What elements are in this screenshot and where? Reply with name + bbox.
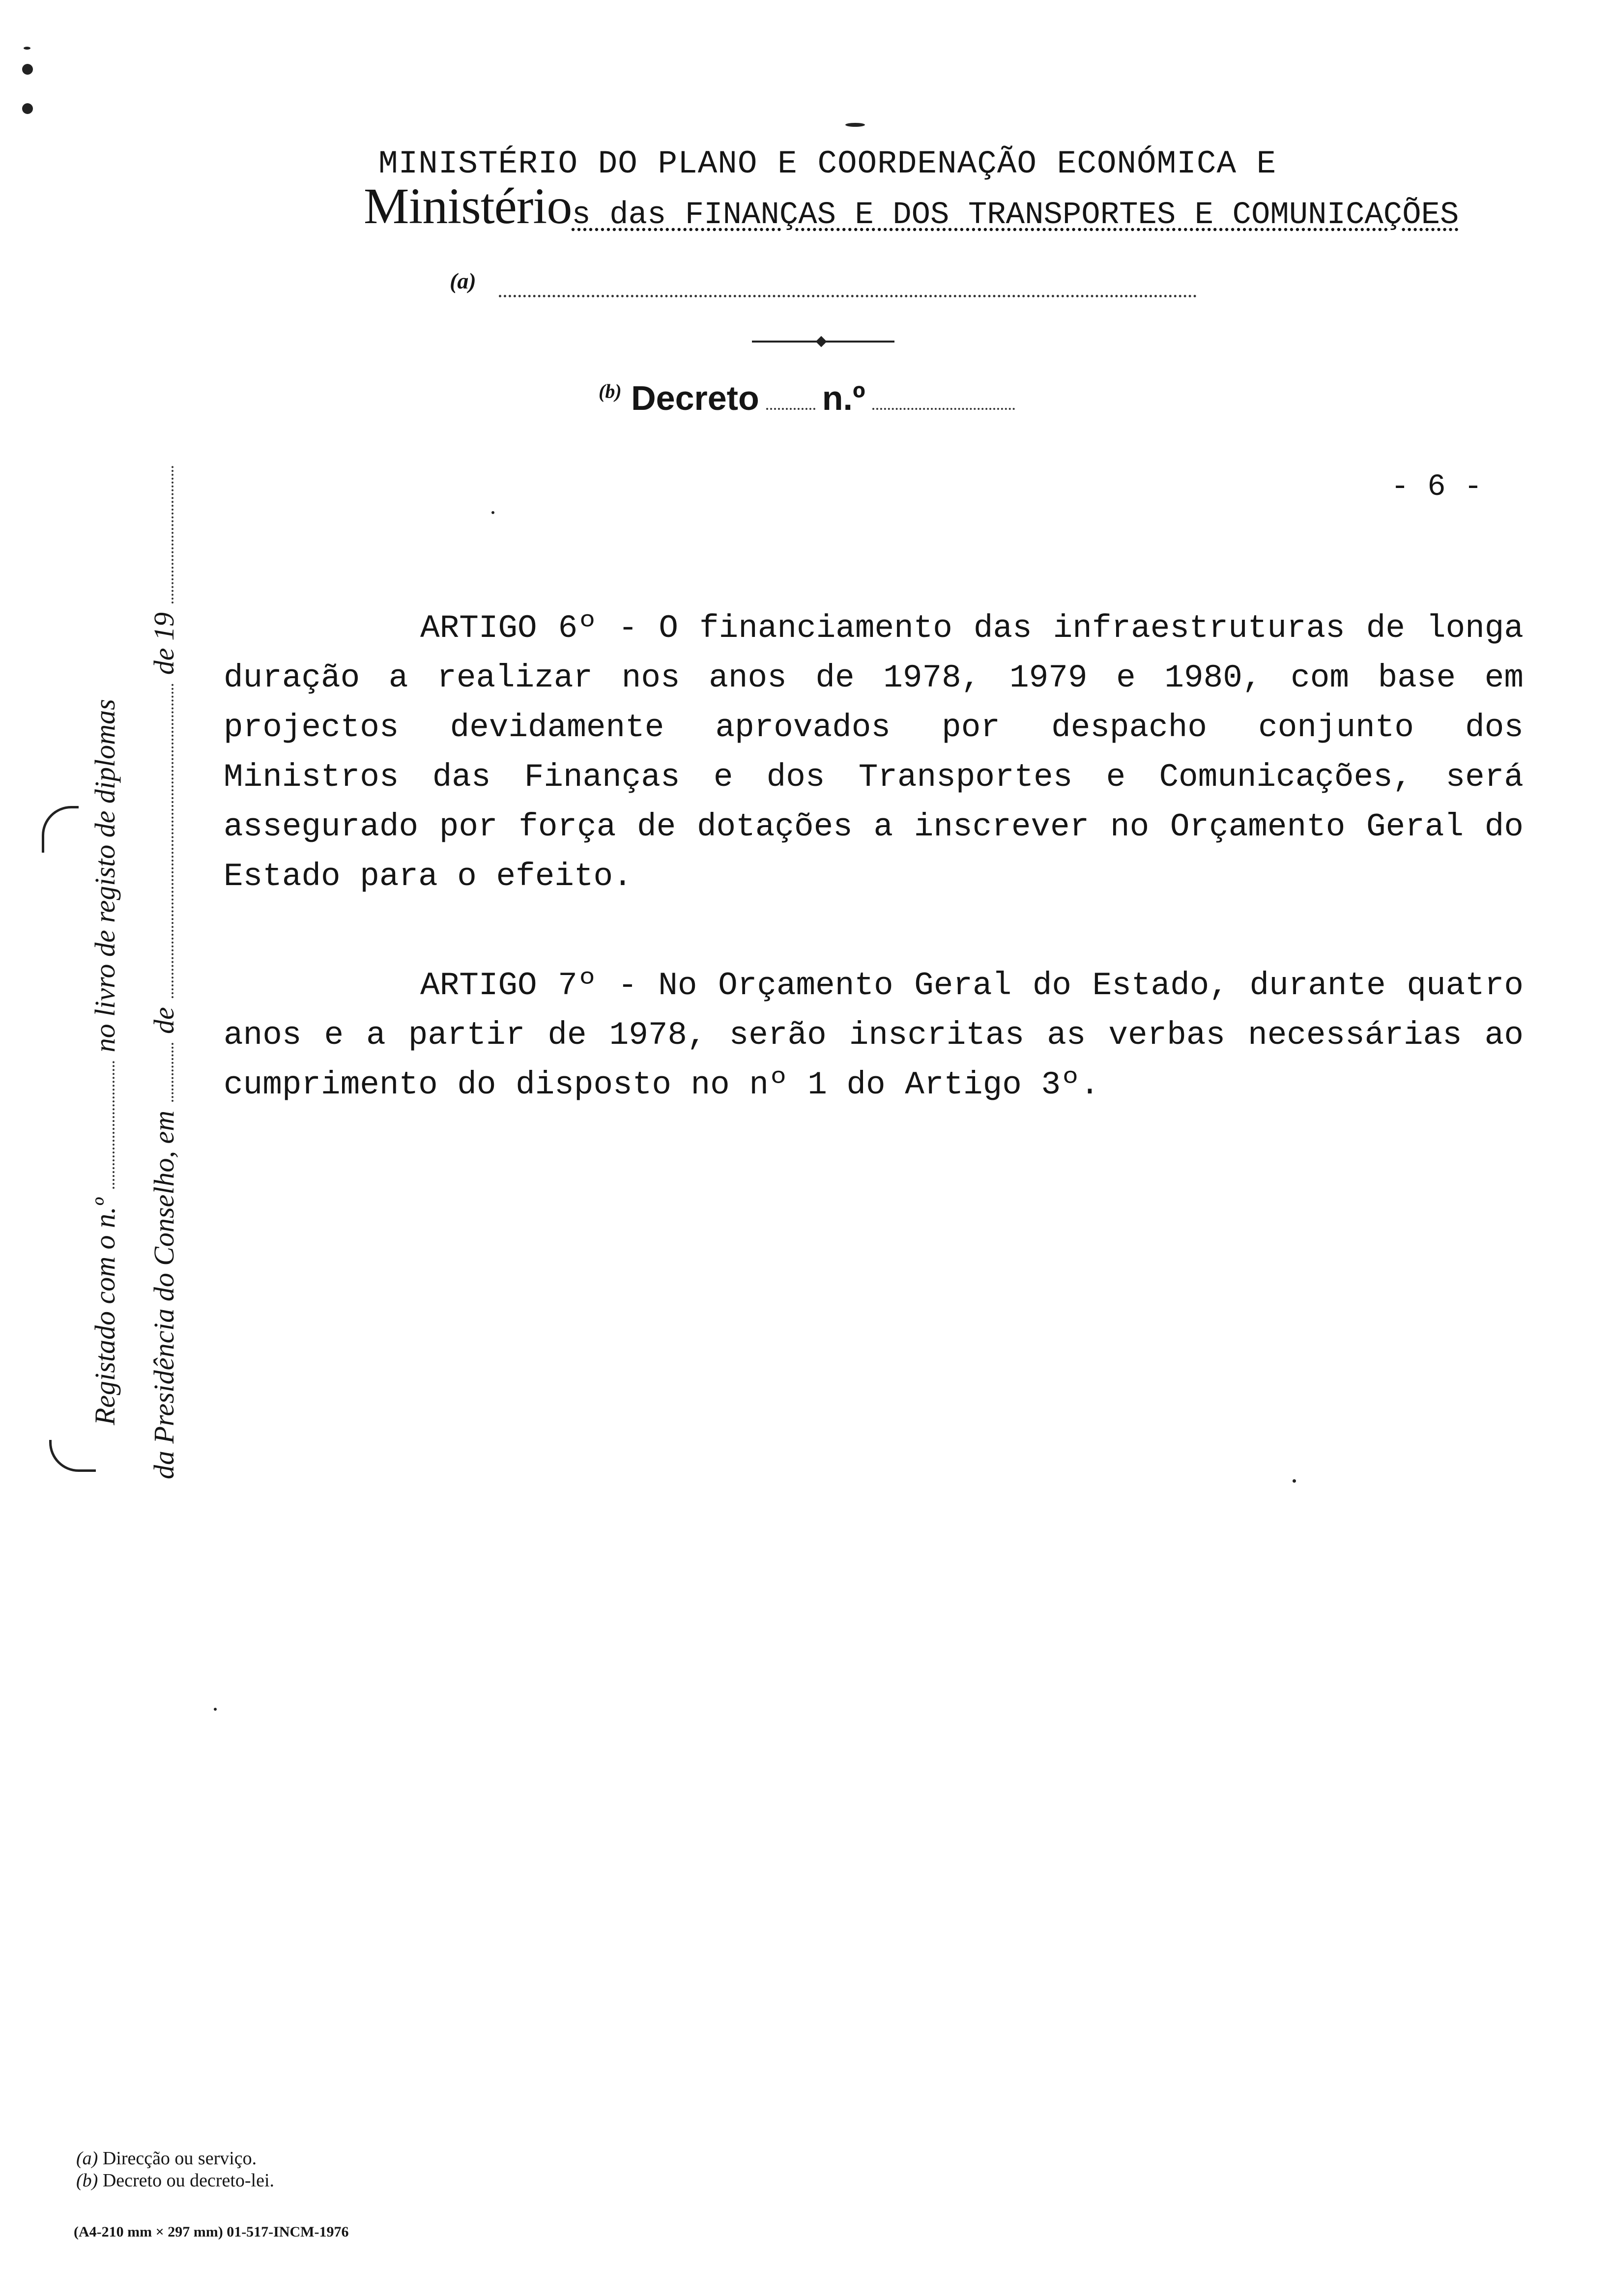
divider-diamond-icon <box>816 336 827 347</box>
scan-speck <box>214 1708 217 1711</box>
article-7: ARTIGO 7º - No Orçamento Geral do Estado, durante quatro anos e a partir de 1978, serão inscritas as verbas necessárias ao cumprimento do disposto no nº 1 do Artigo 3º. <box>224 967 1524 1103</box>
decreto-line <box>599 378 1015 418</box>
scan-speck <box>845 123 865 127</box>
decreto-number-blank <box>872 408 1015 410</box>
margin-registration-line-2 <box>147 457 180 1479</box>
margin-bracket-bottom <box>49 1440 96 1472</box>
scan-speck <box>1293 1479 1296 1483</box>
footnote-a <box>76 2148 257 2169</box>
margin-registration-line-1 <box>88 699 121 1425</box>
margin-line1-b: no livro de registo de diplomas <box>89 699 121 1053</box>
ministry-line-2-rest: s das FINANÇAS E DOS TRANSPORTES E COMUNICAÇÕES <box>572 198 1459 233</box>
decreto-mark: (b) <box>599 380 622 402</box>
scan-speck <box>22 103 33 114</box>
margin-blank <box>172 1043 173 1102</box>
margin-line2-a: da Presidência do Conselho, em <box>148 1110 180 1479</box>
margin-line2-b: de <box>148 1007 180 1034</box>
margin-bracket-top <box>42 806 79 853</box>
scan-speck <box>491 511 494 514</box>
field-a-label: (a) <box>450 268 476 293</box>
margin-blank <box>172 684 173 998</box>
ministry-script-word: Ministério <box>364 178 572 234</box>
decreto-blank <box>766 408 815 410</box>
footnote-a-text: Direcção ou serviço. <box>102 2148 257 2169</box>
margin-blank <box>113 1061 115 1189</box>
ministry-line-1: MINISTÉRIO DO PLANO E COORDENAÇÃO ECONÓMICA E <box>378 145 1277 182</box>
scan-speck <box>22 64 33 75</box>
margin-line2-c: de 19 <box>148 612 180 675</box>
footnote-a-mark: (a) <box>76 2148 98 2169</box>
footnote-b-mark: (b) <box>76 2170 98 2191</box>
field-a-blank <box>499 295 1197 297</box>
margin-line1-a: Registado com o n.º <box>89 1198 121 1425</box>
footnote-b <box>76 2170 274 2191</box>
print-code: (A4-210 mm × 297 mm) 01-517-INCM-1976 <box>74 2224 349 2240</box>
decreto-number-label: n.º <box>822 379 865 417</box>
article-6: ARTIGO 6º - O financiamento das infraestruturas de longa duração a realizar nos anos de 1978, 1979 e 1980, com base em projectos devidamente aprovados por despacho conjunto dos Ministros das Finanças e dos Transportes e Comunicações, será assegurado por força de dotações a inscrever no Orçamento Geral do Estado para o efeito. <box>224 610 1524 895</box>
page-number: - 6 - <box>1391 469 1483 504</box>
decreto-label: Decreto <box>631 379 759 417</box>
scan-speck <box>24 47 30 50</box>
margin-blank <box>172 466 173 603</box>
footnote-b-text: Decreto ou decreto-lei. <box>102 2170 275 2191</box>
ministry-line-2 <box>364 177 1459 235</box>
